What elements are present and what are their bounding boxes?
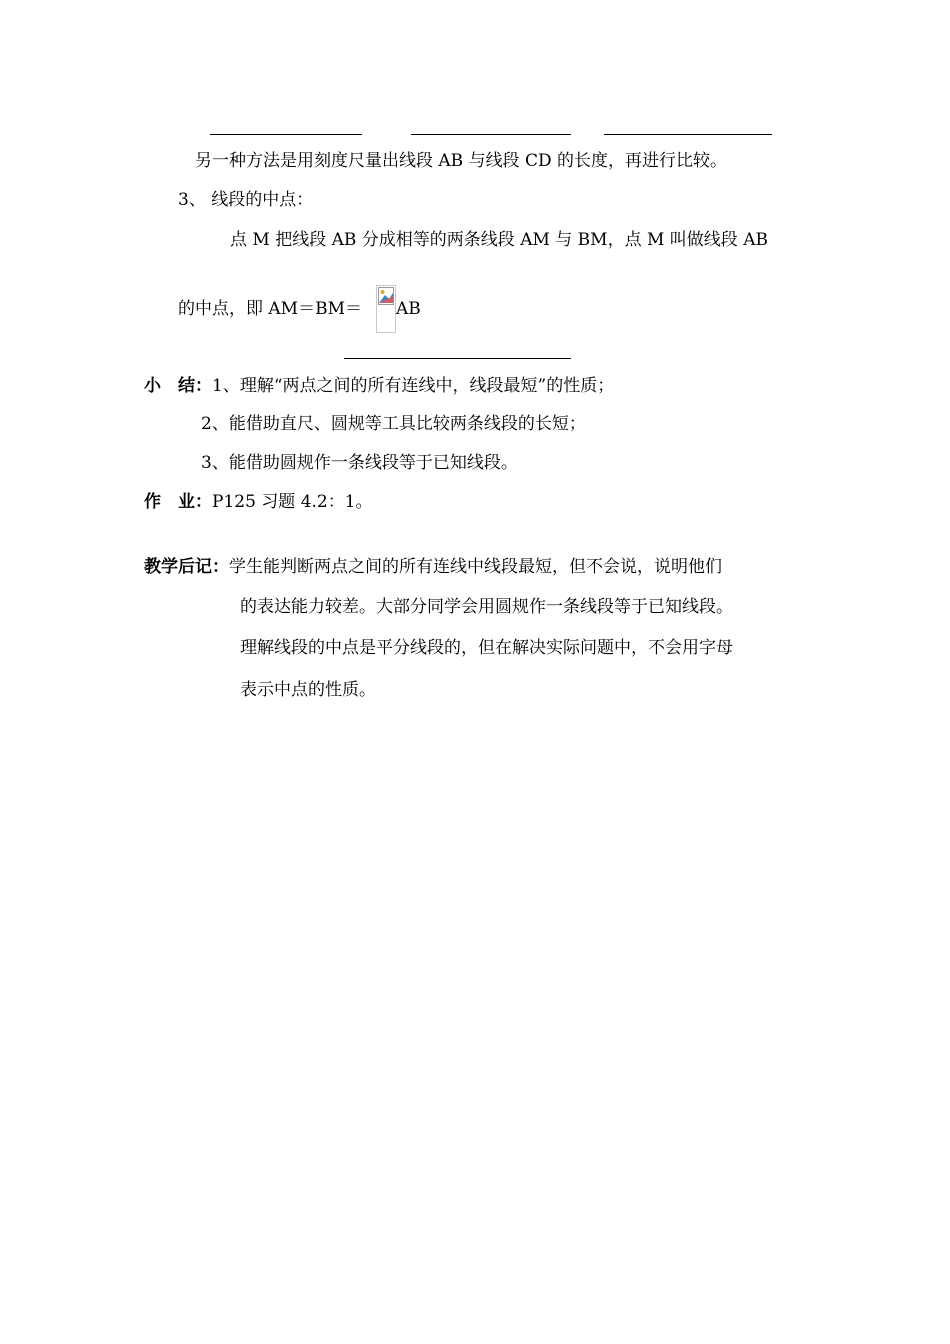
midpoint-definition-line2-suffix: AB (396, 299, 421, 319)
summary-item-2: 2、能借助直尺、圆规等工具比较两条线段的长短； (201, 414, 586, 434)
reflection-line-2: 的表达能力较差。大部分同学会用圆规作一条线段等于已知线段。 (240, 597, 733, 617)
reflection-line-3: 理解线段的中点是平分线段的，但在解决实际问题中，不会用字母 (240, 638, 733, 658)
summary-label: 小 结： (144, 376, 212, 396)
homework-section (144, 491, 373, 513)
reflection-label: 教学后记： (144, 557, 229, 577)
fraction-image-placeholder (376, 285, 396, 333)
summary-item-3: 3、能借助圆规作一条线段等于已知线段。 (201, 453, 518, 473)
blank-line-1 (210, 134, 362, 135)
midpoint-definition-line1: 点 M 把线段 AB 分成相等的两条线段 AM 与 BM，点 M 叫做线段 AB (230, 230, 768, 250)
reflection-section (144, 556, 722, 578)
blank-line-2 (411, 134, 571, 135)
blank-line-3 (604, 134, 772, 135)
reflection-line-4: 表示中点的性质。 (240, 680, 376, 700)
midpoint-definition-line2-prefix: 的中点，即 AM＝BM＝ (178, 299, 362, 319)
another-method-text: 另一种方法是用刻度尺量出线段 AB 与线段 CD 的长度，再进行比较。 (195, 151, 728, 171)
summary-item-1: 1、理解“两点之间的所有连线中，线段最短”的性质； (212, 376, 615, 396)
broken-image-icon (378, 287, 394, 305)
summary-section (144, 375, 614, 397)
section-divider-line (344, 358, 571, 359)
reflection-line-1: 学生能判断两点之间的所有连线中线段最短，但不会说，说明他们 (229, 557, 722, 577)
homework-label: 作 业： (144, 492, 212, 512)
section-3-heading: 3、 线段的中点： (178, 190, 314, 210)
homework-text: P125 习题 4.2：1。 (212, 492, 373, 512)
